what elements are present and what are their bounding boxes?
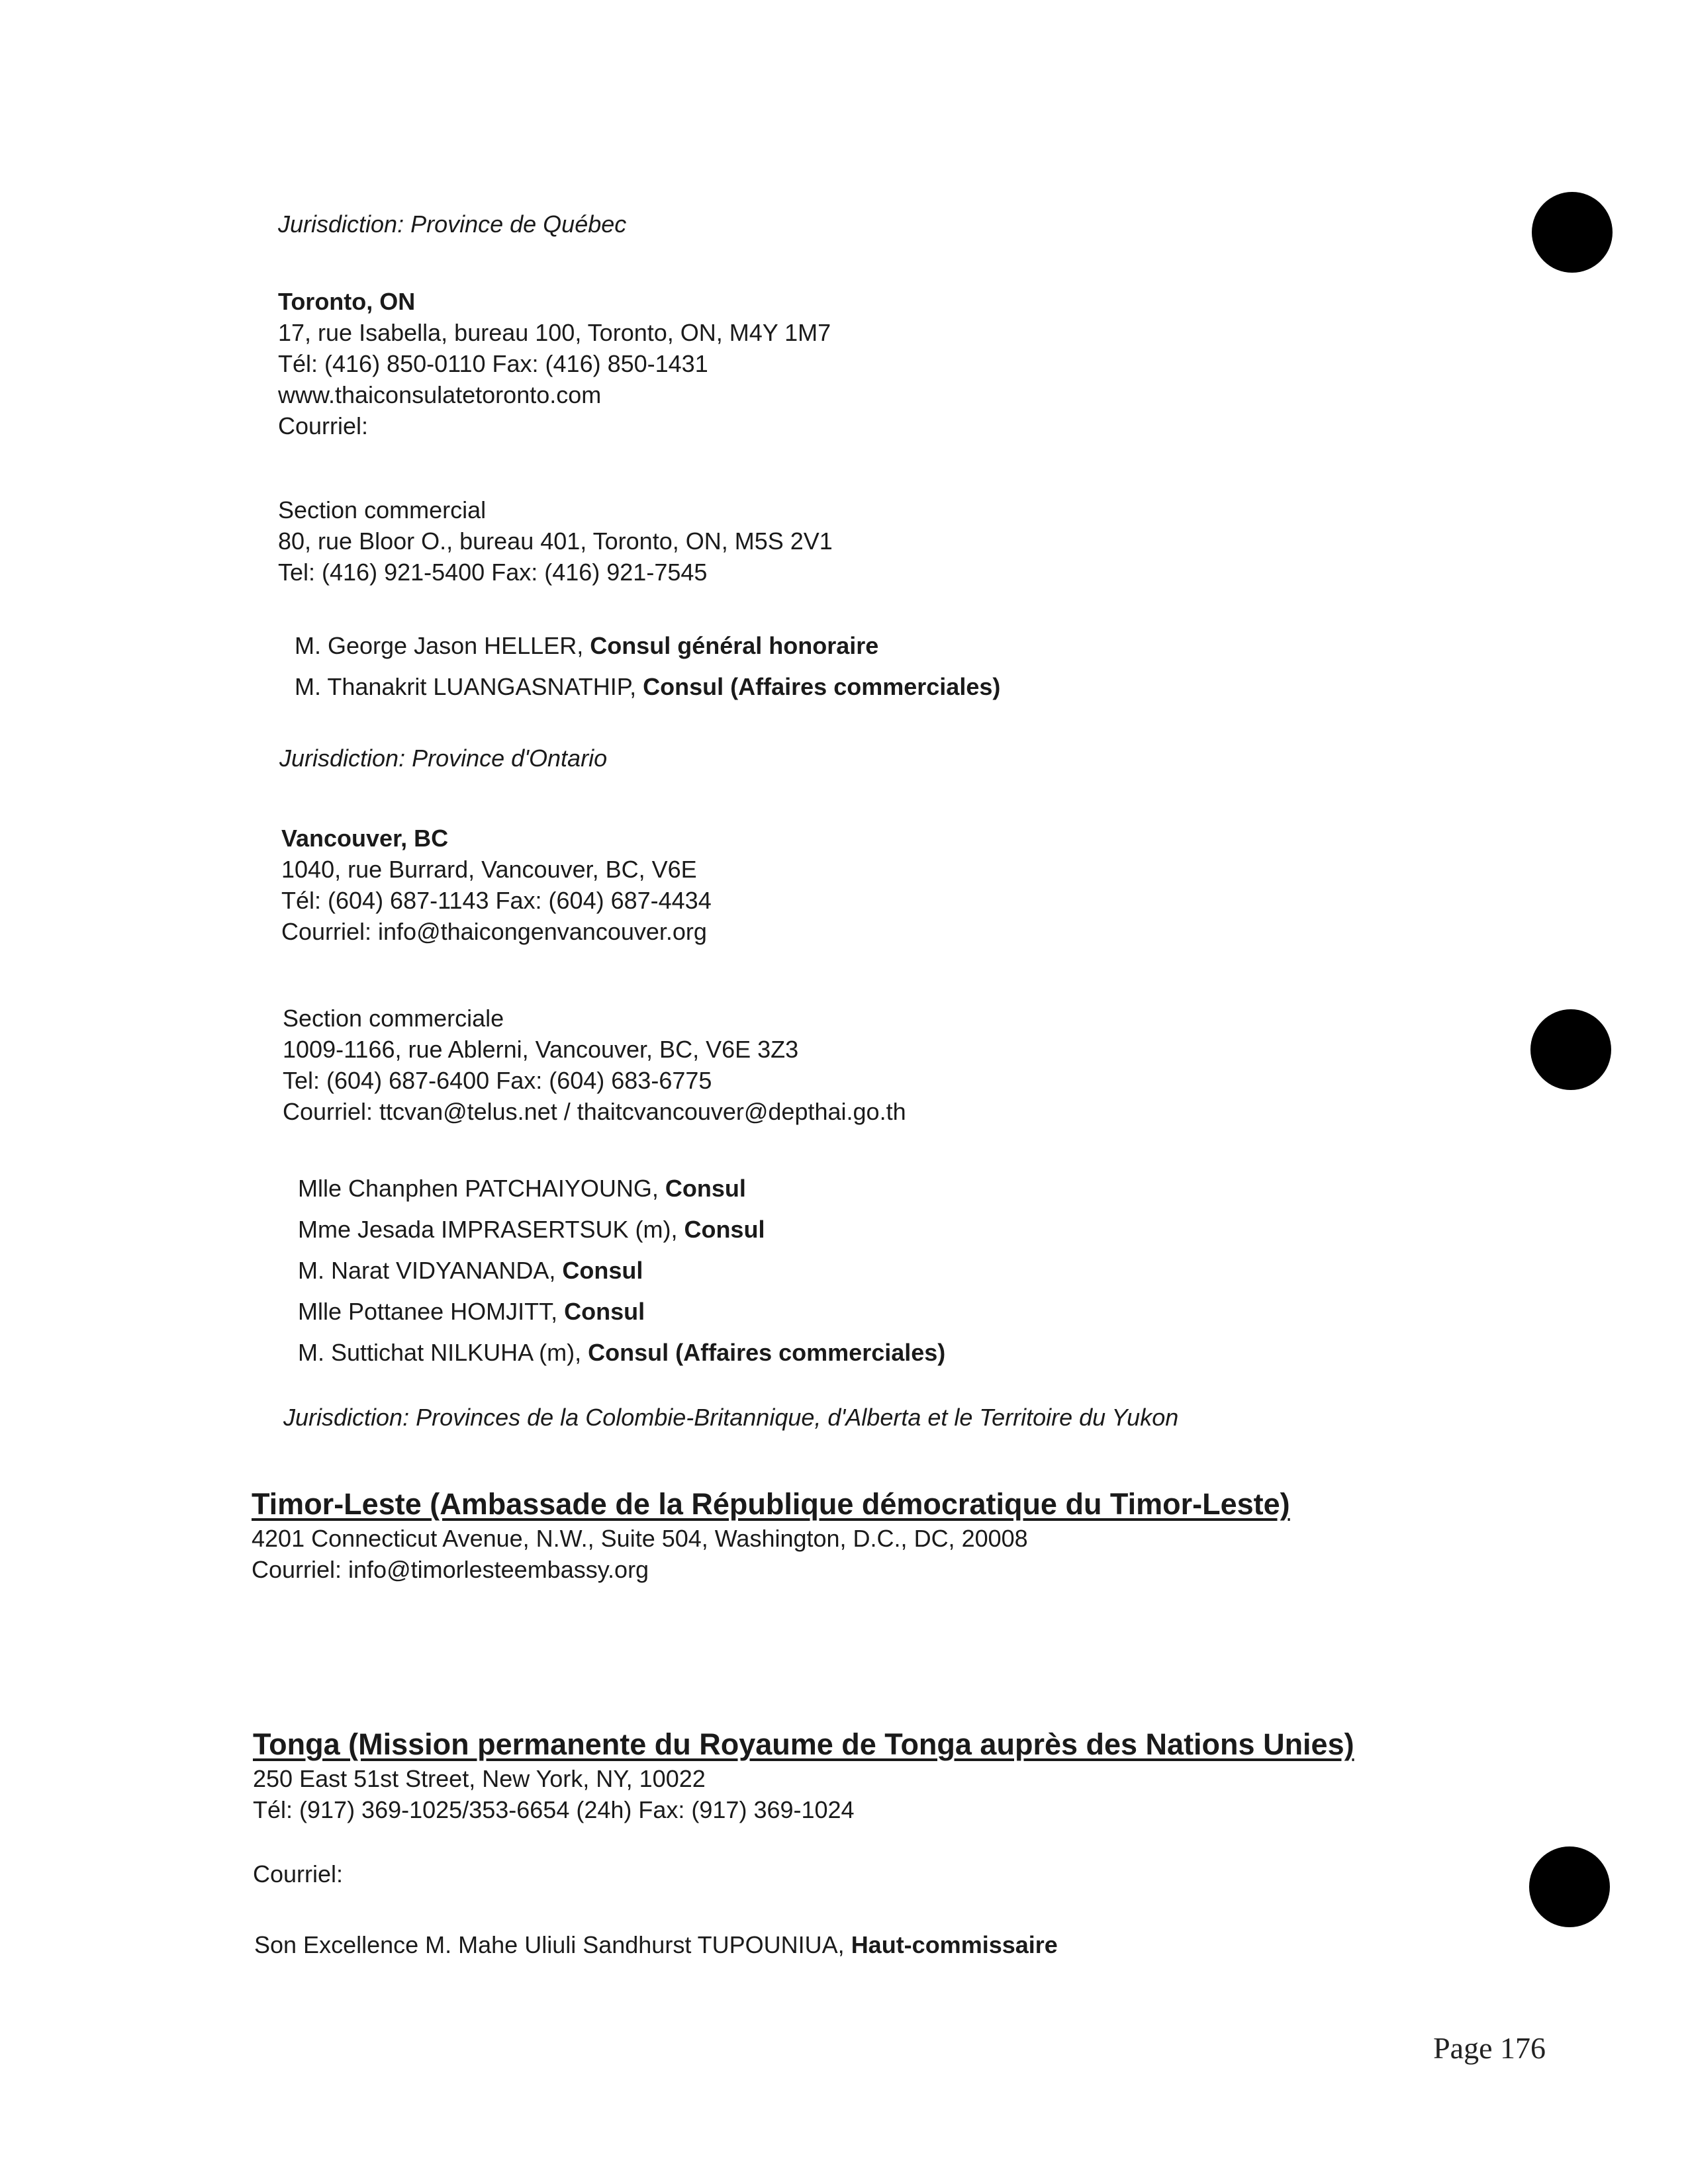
toronto-website: www.thaiconsulatetoronto.com [278, 381, 602, 408]
vancouver-commercial-email: Courriel: ttcvan@telus.net / thaitcvancouver@depthai.go.th [283, 1098, 906, 1125]
vancouver-address: 1040, rue Burrard, Vancouver, BC, V6E [281, 856, 697, 883]
person-line [298, 1209, 945, 1250]
vancouver-commercial-address: 1009-1166, rue Ablerni, Vancouver, BC, V6E 3Z3 [283, 1036, 799, 1063]
jurisdiction-bc: Jurisdiction: Provinces de la Colombie-Britannique, d'Alberta et le Territoire du Yukon [283, 1404, 1179, 1431]
tonga-email: Courriel: [253, 1860, 344, 1888]
person-name: Son Excellence M. Mahe Uliuli Sandhurst TUPOUNIUA, [254, 1931, 851, 1958]
person-title: Consul général honoraire [590, 632, 879, 659]
jurisdiction-quebec: Jurisdiction: Province de Québec [278, 210, 627, 238]
jurisdiction-ontario: Jurisdiction: Province d'Ontario [279, 745, 608, 772]
binder-hole-top [1532, 192, 1613, 273]
person-line [298, 1168, 945, 1209]
person-name: M. Narat VIDYANANDA, [298, 1257, 563, 1284]
person-name: M. Thanakrit LUANGASNATHIP, [295, 673, 643, 700]
page-number: Page 176 [1433, 2031, 1546, 2065]
toronto-heading: Toronto, ON [278, 288, 416, 315]
vancouver-people [298, 1168, 945, 1373]
tonga-phone: Tél: (917) 369-1025/353-6654 (24h) Fax: (917) 369-1024 [253, 1796, 855, 1823]
person-title: Consul (Affaires commerciales) [588, 1339, 946, 1366]
vancouver-commercial-block [283, 1003, 906, 1127]
vancouver-commercial-heading: Section commerciale [283, 1005, 504, 1032]
timor-address: 4201 Connecticut Avenue, N.W., Suite 504, Washington, D.C., DC, 20008 [252, 1525, 1028, 1552]
timor-block [252, 1486, 1290, 1585]
toronto-commercial-heading: Section commercial [278, 496, 487, 523]
person-line [295, 625, 1000, 666]
toronto-address: 17, rue Isabella, bureau 100, Toronto, ON, M4Y 1M7 [278, 319, 831, 346]
vancouver-commercial-phone: Tel: (604) 687-6400 Fax: (604) 683-6775 [283, 1067, 712, 1094]
tonga-person-line [254, 1925, 1058, 1966]
person-name: Mlle Chanphen PATCHAIYOUNG, [298, 1175, 665, 1202]
binder-hole-middle [1530, 1009, 1611, 1090]
vancouver-email: Courriel: info@thaicongenvancouver.org [281, 918, 707, 945]
person-line [298, 1291, 945, 1332]
vancouver-block [281, 823, 712, 947]
person-name: M. Suttichat NILKUHA (m), [298, 1339, 588, 1366]
person-title: Haut-commissaire [851, 1931, 1058, 1958]
person-title: Consul [564, 1298, 645, 1325]
timor-email: Courriel: info@timorlesteembassy.org [252, 1556, 649, 1583]
toronto-commercial-phone: Tel: (416) 921-5400 Fax: (416) 921-7545 [278, 559, 708, 586]
toronto-commercial-block [278, 494, 833, 588]
person-title: Consul [665, 1175, 746, 1202]
toronto-phone: Tél: (416) 850-0110 Fax: (416) 850-1431 [278, 350, 708, 377]
person-title: Consul [562, 1257, 643, 1284]
person-title: Consul (Affaires commerciales) [643, 673, 1001, 700]
vancouver-heading: Vancouver, BC [281, 825, 449, 852]
tonga-block [253, 1726, 1354, 1825]
person-title: Consul [684, 1216, 765, 1243]
vancouver-phone: Tél: (604) 687-1143 Fax: (604) 687-4434 [281, 887, 712, 914]
person-line [298, 1332, 945, 1373]
person-line [298, 1250, 945, 1291]
toronto-people [295, 625, 1000, 707]
tonga-address: 250 East 51st Street, New York, NY, 10022 [253, 1765, 706, 1792]
person-line [295, 666, 1000, 707]
person-name: Mlle Pottanee HOMJITT, [298, 1298, 565, 1325]
person-name: M. George Jason HELLER, [295, 632, 590, 659]
country-heading-tonga: Tonga (Mission permanente du Royaume de Tonga auprès des Nations Unies) [253, 1727, 1354, 1761]
person-name: Mme Jesada IMPRASERTSUK (m), [298, 1216, 684, 1243]
toronto-commercial-address: 80, rue Bloor O., bureau 401, Toronto, ON, M5S 2V1 [278, 527, 833, 555]
toronto-block [278, 286, 831, 441]
toronto-email: Courriel: [278, 412, 369, 439]
country-heading-timor: Timor-Leste (Ambassade de la République démocratique du Timor-Leste) [252, 1487, 1290, 1521]
binder-hole-bottom [1529, 1846, 1610, 1927]
